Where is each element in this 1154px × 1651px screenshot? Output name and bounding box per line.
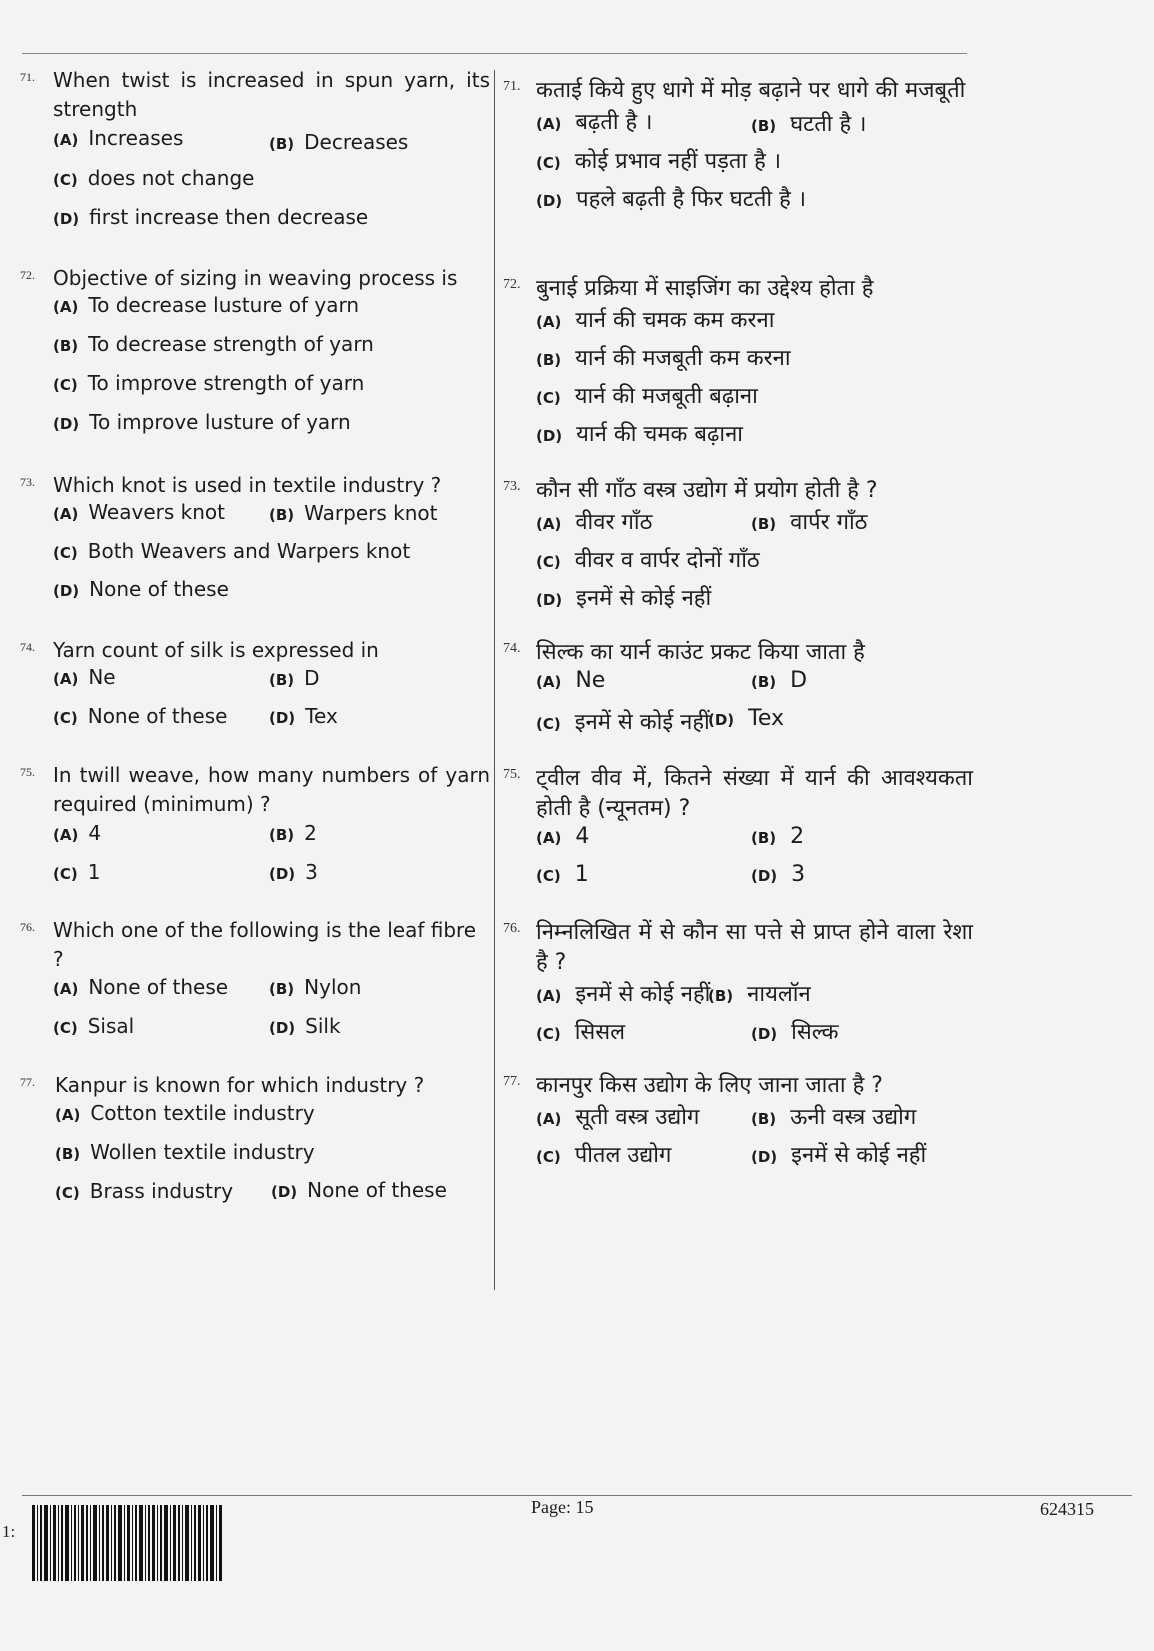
- option-label: (B): [751, 117, 777, 135]
- question-73-en: [20, 471, 490, 601]
- question-73-hi: [503, 476, 973, 611]
- option-text: Wollen textile industry: [90, 1140, 315, 1164]
- option-label: (B): [751, 829, 777, 847]
- top-rule: [22, 53, 967, 54]
- option-label: (A): [53, 505, 79, 523]
- option-d: [269, 860, 318, 884]
- left-margin-mark: 1:: [2, 1522, 16, 1541]
- option-d: [536, 418, 743, 448]
- option-c: [53, 704, 227, 728]
- option-label: (C): [536, 553, 561, 571]
- question-text: बुनाई प्रक्रिया में साइजिंग का उद्देश्य होता है: [536, 276, 874, 301]
- option-label: (B): [751, 1110, 777, 1128]
- option-c: [536, 1139, 671, 1169]
- option-b: [55, 1140, 315, 1164]
- option-text: Sisal: [87, 1014, 135, 1038]
- option-text: पहले बढ़ती है फिर घटती है ।: [576, 187, 807, 212]
- option-text: To decrease lusture of yarn: [88, 293, 360, 317]
- option-text: 1: [87, 860, 101, 884]
- option-a: [536, 106, 653, 136]
- question-text: सिल्क का यार्न काउंट प्रकट किया जाता है: [536, 640, 865, 665]
- question-text: निम्नलिखित में से कौन सा पत्ते से प्राप्त होने वाला रेशा है ?: [536, 920, 973, 975]
- question-number: 73.: [20, 475, 35, 489]
- option-c: [53, 539, 410, 563]
- option-label: (B): [269, 506, 295, 524]
- page-number: Page: 15: [531, 1497, 594, 1517]
- option-d: [53, 410, 351, 434]
- option-text: D: [790, 668, 808, 693]
- option-text: सिल्क: [791, 1020, 839, 1045]
- question-number: 75.: [20, 765, 35, 779]
- option-text: 1: [574, 862, 589, 887]
- option-a: [53, 665, 116, 689]
- option-label: (B): [55, 1145, 81, 1163]
- option-d: [751, 862, 805, 887]
- question-number: 76.: [503, 921, 521, 936]
- option-c: [536, 380, 758, 410]
- option-label: (A): [536, 115, 562, 133]
- option-label: (D): [53, 210, 80, 228]
- option-text: यार्न की चमक कम करना: [575, 308, 775, 333]
- option-b: [269, 821, 317, 845]
- option-a: [53, 126, 183, 150]
- option-label: (C): [536, 1148, 561, 1166]
- option-text: To improve strength of yarn: [87, 371, 365, 395]
- option-label: (D): [269, 1019, 296, 1037]
- option-label: (A): [536, 673, 562, 691]
- question-text: Which one of the following is the leaf fibre ?: [53, 918, 477, 971]
- option-label: (A): [536, 515, 562, 533]
- option-label: (D): [536, 192, 563, 210]
- option-text: Brass industry: [89, 1179, 234, 1203]
- question-number: 72.: [503, 277, 521, 292]
- option-b: [536, 342, 791, 372]
- question-number: 71.: [20, 70, 35, 84]
- question-74-hi: [503, 638, 973, 735]
- option-label: (B): [269, 980, 295, 998]
- option-label: (A): [53, 670, 79, 688]
- option-text: To improve lusture of yarn: [89, 410, 351, 434]
- option-d: [536, 183, 806, 213]
- question-76-en: [20, 916, 490, 1038]
- question-number: 77.: [503, 1074, 521, 1089]
- option-a: [55, 1101, 315, 1125]
- option-label: (C): [53, 709, 78, 727]
- option-a: [53, 293, 359, 317]
- option-d: [53, 205, 368, 229]
- question-text: कानपुर किस उद्योग के लिए जाना जाता है ?: [536, 1073, 883, 1098]
- option-b: [269, 501, 437, 525]
- option-text: यार्न की मजबूती कम करना: [575, 346, 791, 371]
- option-b: [751, 1101, 916, 1131]
- option-label: (A): [55, 1106, 81, 1124]
- option-text: 3: [791, 862, 806, 887]
- option-text: इनमें से कोई नहीं: [791, 1143, 927, 1168]
- option-label: (B): [751, 515, 777, 533]
- option-text: 2: [304, 821, 317, 845]
- option-label: (A): [53, 826, 79, 844]
- footer-rule: [22, 1495, 1132, 1496]
- question-text: कौन सी गाँठ वस्त्र उद्योग में प्रयोग होती है ?: [536, 478, 878, 503]
- option-text: वीवर व वार्पर दोनों गाँठ: [574, 548, 760, 573]
- option-text: 2: [790, 824, 805, 849]
- option-text: first increase then decrease: [89, 205, 369, 229]
- option-text: नायलॉन: [747, 982, 811, 1007]
- option-text: यार्न की मजबूती बढ़ाना: [574, 384, 758, 409]
- option-b: [269, 130, 408, 154]
- option-text: इनमें से कोई नहीं: [575, 982, 711, 1007]
- option-a: [536, 506, 652, 536]
- option-text: वार्पर गाँठ: [790, 510, 868, 535]
- option-b: [269, 975, 361, 999]
- option-label: (C): [536, 154, 561, 172]
- option-text: None of these: [88, 975, 229, 999]
- option-label: (A): [536, 987, 562, 1005]
- option-text: Tex: [748, 706, 785, 731]
- option-text: Cotton textile industry: [90, 1101, 315, 1125]
- option-b: [751, 506, 867, 536]
- paper-code: 624315: [1040, 1499, 1094, 1519]
- option-label: (B): [751, 673, 777, 691]
- option-label: (C): [53, 171, 78, 189]
- option-a: [53, 975, 228, 999]
- option-c: [53, 860, 100, 884]
- option-a: [536, 668, 605, 693]
- option-c: [53, 1014, 134, 1038]
- option-label: (C): [53, 865, 78, 883]
- option-label: (A): [536, 313, 562, 331]
- option-c: [536, 706, 710, 736]
- option-text: बढ़ती है ।: [575, 110, 653, 135]
- question-75-en: [20, 761, 490, 884]
- option-text: वीवर गाँठ: [575, 510, 653, 535]
- option-text: None of these: [87, 704, 228, 728]
- option-text: None of these: [89, 577, 229, 601]
- option-b: [751, 824, 804, 849]
- option-d: [53, 577, 229, 601]
- option-label: (D): [751, 867, 778, 885]
- option-d: [708, 706, 784, 731]
- question-number: 77.: [20, 1075, 35, 1089]
- option-label: (A): [53, 131, 79, 149]
- option-text: 4: [575, 824, 590, 849]
- option-text: Both Weavers and Warpers knot: [87, 539, 411, 563]
- question-number: 74.: [20, 640, 35, 654]
- option-text: पीतल उद्योग: [574, 1143, 672, 1168]
- option-text: सूती वस्त्र उद्योग: [575, 1105, 700, 1130]
- option-d: [751, 1016, 839, 1046]
- option-a: [536, 824, 589, 849]
- option-a: [53, 821, 101, 845]
- option-label: (A): [536, 1110, 562, 1128]
- option-d: [536, 582, 711, 612]
- option-label: (C): [536, 867, 561, 885]
- option-text: 3: [305, 860, 318, 884]
- option-d: [269, 704, 338, 728]
- option-text: सिसल: [574, 1020, 626, 1045]
- option-text: इनमें से कोई नहीं: [576, 586, 712, 611]
- question-text: कताई किये हुए धागे में मोड़ बढ़ाने पर धागे की मजबूती: [536, 78, 966, 103]
- option-label: (D): [53, 582, 80, 600]
- question-76-hi: [503, 918, 973, 1045]
- option-label: (B): [269, 135, 295, 153]
- question-77-hi: [503, 1071, 973, 1168]
- option-c: [536, 1016, 625, 1046]
- option-text: D: [304, 666, 320, 690]
- option-text: Silk: [305, 1014, 341, 1038]
- option-b: [53, 332, 374, 356]
- option-label: (C): [53, 1019, 78, 1037]
- option-text: None of these: [307, 1178, 447, 1202]
- question-text: Objective of sizing in weaving process is: [53, 266, 458, 290]
- option-label: (D): [751, 1148, 778, 1166]
- option-a: [53, 500, 225, 524]
- option-a: [536, 978, 710, 1008]
- option-label: (D): [536, 591, 563, 609]
- option-label: (D): [751, 1025, 778, 1043]
- option-text: इनमें से कोई नहीं: [574, 710, 710, 735]
- question-72-en: [20, 264, 490, 434]
- option-text: does not change: [87, 166, 255, 190]
- option-label: (A): [53, 298, 79, 316]
- question-text: In twill weave, how many numbers of yarn required (minimum) ?: [53, 763, 490, 816]
- option-c: [53, 371, 364, 395]
- question-text: When twist is increased in spun yarn, its strength: [53, 68, 490, 121]
- option-label: (B): [53, 337, 79, 355]
- question-75-hi: [503, 764, 973, 887]
- option-label: (D): [269, 709, 296, 727]
- option-c: [536, 862, 589, 887]
- question-text: Kanpur is known for which industry ?: [55, 1073, 425, 1097]
- option-d: [269, 1014, 341, 1038]
- option-label: (D): [53, 415, 80, 433]
- option-a: [536, 304, 774, 334]
- option-text: Nylon: [304, 975, 362, 999]
- option-label: (C): [53, 544, 78, 562]
- option-b: [751, 668, 807, 693]
- option-label: (A): [53, 980, 79, 998]
- question-77-en: [20, 1071, 490, 1203]
- option-c: [55, 1179, 233, 1203]
- option-text: Warpers knot: [304, 501, 438, 525]
- option-label: (C): [53, 376, 78, 394]
- question-74-en: [20, 636, 490, 728]
- question-number: 72.: [20, 268, 35, 282]
- option-label: (D): [708, 711, 735, 729]
- option-text: यार्न की चमक बढ़ाना: [576, 422, 743, 447]
- option-c: [536, 145, 781, 175]
- option-label: (B): [708, 987, 734, 1005]
- option-text: Decreases: [304, 130, 409, 154]
- question-72-hi: [503, 274, 973, 447]
- question-number: 71.: [503, 79, 521, 94]
- option-b: [708, 978, 811, 1008]
- question-number: 73.: [503, 479, 521, 494]
- option-text: Tex: [305, 704, 338, 728]
- option-label: (C): [536, 715, 561, 733]
- option-label: (B): [269, 671, 295, 689]
- option-label: (D): [536, 427, 563, 445]
- question-71-en: [20, 66, 490, 229]
- option-text: Weavers knot: [88, 500, 225, 524]
- option-d: [271, 1178, 447, 1202]
- option-label: (D): [271, 1183, 298, 1201]
- option-d: [751, 1139, 926, 1169]
- option-text: Increases: [88, 126, 184, 150]
- option-b: [751, 108, 867, 138]
- question-number: 76.: [20, 920, 35, 934]
- option-text: ऊनी वस्त्र उद्योग: [790, 1105, 917, 1130]
- barcode-icon: [32, 1505, 222, 1581]
- option-a: [536, 1101, 699, 1131]
- option-label: (A): [536, 829, 562, 847]
- option-text: 4: [88, 821, 102, 845]
- option-text: Ne: [575, 668, 606, 693]
- option-label: (B): [269, 826, 295, 844]
- question-number: 75.: [503, 767, 521, 782]
- option-text: To decrease strength of yarn: [88, 332, 374, 356]
- option-label: (B): [536, 351, 562, 369]
- question-71-hi: [503, 76, 973, 212]
- question-number: 74.: [503, 641, 521, 656]
- option-text: कोई प्रभाव नहीं पड़ता है ।: [574, 149, 782, 174]
- option-b: [269, 666, 320, 690]
- option-c: [53, 166, 254, 190]
- option-label: (D): [269, 865, 296, 883]
- option-label: (C): [55, 1184, 80, 1202]
- question-text: Yarn count of silk is expressed in: [53, 638, 379, 662]
- question-text: Which knot is used in textile industry ?: [53, 473, 442, 497]
- option-c: [536, 544, 760, 574]
- option-text: घटती है ।: [790, 112, 867, 137]
- column-divider: [494, 70, 495, 1290]
- question-text: ट्वील वीव में, कितने संख्या में यार्न की आवश्यकता होती है (न्यूनतम) ?: [536, 766, 973, 821]
- option-text: Ne: [88, 665, 116, 689]
- option-label: (C): [536, 1025, 561, 1043]
- option-label: (C): [536, 389, 561, 407]
